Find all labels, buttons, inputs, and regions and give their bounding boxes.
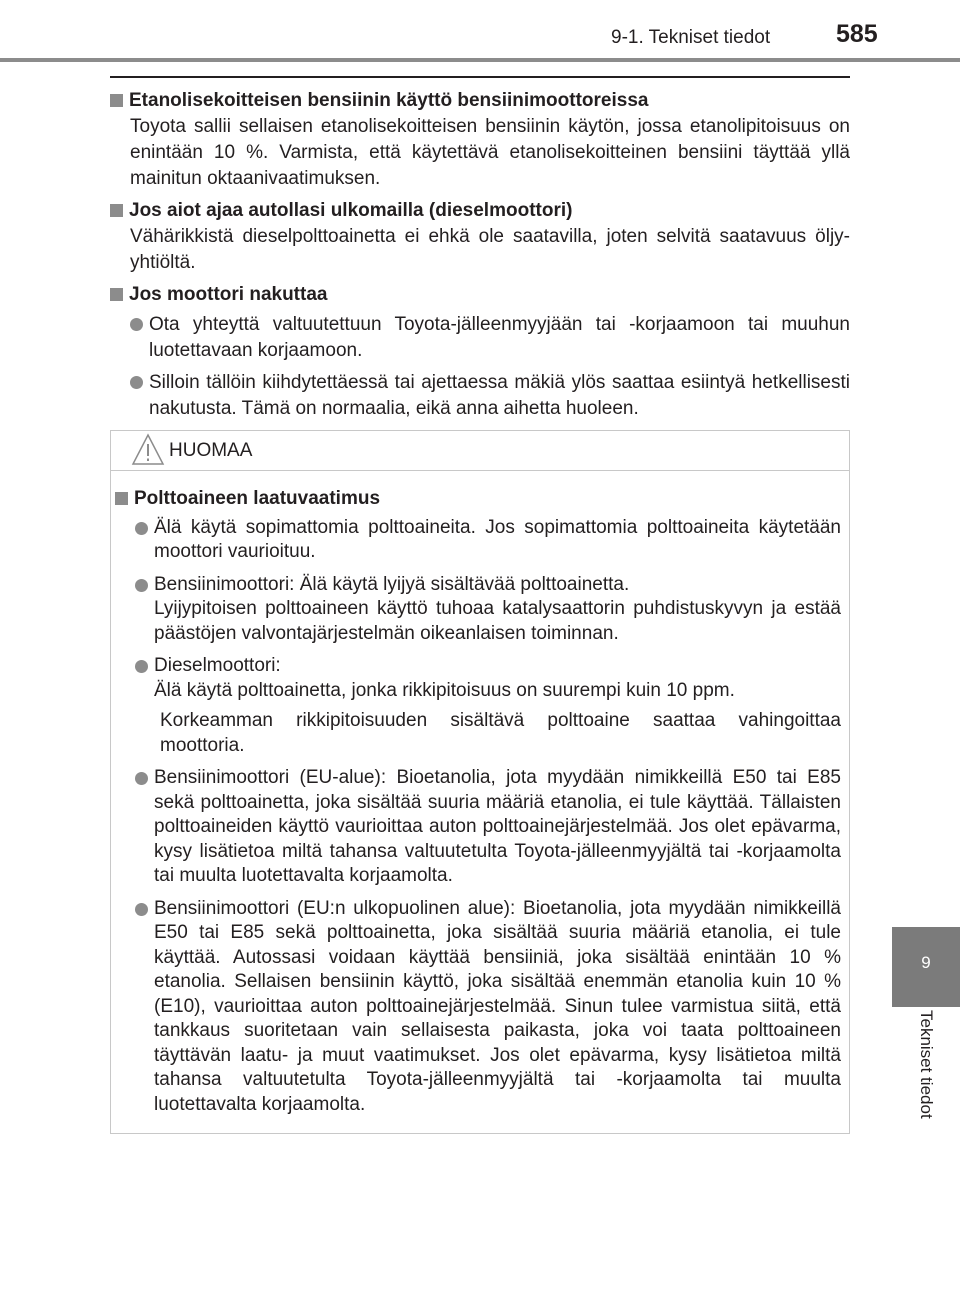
notice-subparagraph: Korkeamman rikkipitoisuuden sisältävä polttoaine saattaa vahingoittaa moottoria.	[160, 710, 841, 756]
section-knocking	[110, 282, 850, 422]
notice-title: Polttoaineen laatuvaatimus	[115, 487, 841, 512]
page-number: 585	[836, 20, 878, 48]
list-item: Ota yhteyttä valtuutettuun Toyota-jälleenmyyjään tai -korjaamoon tai muuhun luotettavaan korjaamoon.	[130, 312, 850, 364]
chapter-tab-label-wrap	[880, 1010, 960, 1150]
square-bullet-icon	[110, 288, 123, 301]
notice-header	[111, 431, 849, 471]
list-item: Dieselmoottori: Älä käytä polttoainetta, jonka rikkipitoisuus on suurempi kuin 10 ppm.	[135, 654, 841, 703]
section-text: Toyota sallii sellaisen etanolisekoitteisen bensiinin käytön, jossa etanolipitoisuus on enintään 10 %. Varmista, että käytettävä etanolisekoitteinen bensiini täyttää yllä mainitun oktaanivaatimuksen.	[130, 116, 850, 189]
square-bullet-icon	[110, 94, 123, 107]
section-title: Etanolisekoitteisen bensiinin käyttö bensiinimoottoreissa	[110, 88, 850, 114]
header-section-title: 9-1. Tekniset tiedot	[611, 27, 771, 48]
section-text: Vähärikkistä dieselpolttoainetta ei ehkä ole saatavilla, joten selvitä saatavuus öljy-yhtiöltä.	[130, 226, 850, 273]
round-bullet-icon	[135, 522, 148, 535]
list-item: Bensiinimoottori (EU-alue): Bioetanolia, jota myydään nimikkeillä E50 tai E85 sekä polttoainetta, joka sisältää suuria määriä etanolia, ei tule käyttää. Tällaisten polttoaineiden käyttö vaurioittaa auton polttoainejärjestelmää. Jos olet epävarma, kysy lisätietoa miltä tahansa valtuutetulta Toyota-jälleenmyyjältä tai -korjaamolta tai muulta luotettavalta korjaamolta.	[135, 766, 841, 889]
round-bullet-icon	[135, 579, 148, 592]
notice-box	[110, 430, 850, 1134]
section-title: Jos aiot ajaa autollasi ulkomailla (dieselmoottori)	[110, 198, 850, 224]
section-ethanol	[110, 88, 850, 192]
notice-body	[111, 471, 849, 1117]
round-bullet-icon	[135, 772, 148, 785]
main-content	[110, 88, 850, 428]
content-top-rule	[110, 76, 850, 78]
round-bullet-icon	[135, 660, 148, 673]
round-bullet-icon	[135, 903, 148, 916]
square-bullet-icon	[115, 492, 128, 505]
chapter-tab-number: 9	[921, 953, 931, 972]
list-item: Bensiinimoottori: Älä käytä lyijyä sisältävää polttoainetta. Lyijypitoisen polttoaineen käyttö tuhoaa katalysaattorin puhdistuskyvyn ja estää päästöjen valvontajärjestelmän oikeanlaisen toiminnan.	[135, 573, 841, 647]
section-abroad	[110, 198, 850, 276]
round-bullet-icon	[130, 318, 143, 331]
list-item: Bensiinimoottori (EU:n ulkopuolinen alue): Bioetanolia, jota myydään nimikkeillä E50 tai E85 sekä polttoainetta, joka sisältää suuria määriä etanolia, ei tule käyttää. Autossasi voidaan käyttää bensiiniä, joka sisältää enintään 10 % etanolia. Sellaisen bensiinin käyttö, joka sisältää enemmän etanolia kuin 10 % (E10), vaurioittaa auton polttoainejärjestelmää. Sinun tulee varmistua siitä, että tankkaus suoritetaan vain sellaisesta paikasta, joka voi taata polttoaineen täyttävän laatu- ja muut vaatimukset. Jos olet epävarma, kysy lisätietoa miltä tahansa valtuutetulta Toyota-jälleenmyyjältä tai -korjaamolta tai muulta luotettavalta korjaamolta.	[135, 897, 841, 1118]
list-item: Älä käytä sopimattomia polttoaineita. Jos sopimattomia polttoaineita käytetään moottori vaurioituu.	[135, 516, 841, 565]
header-rule	[0, 58, 960, 62]
notice-label: HUOMAA	[169, 440, 253, 461]
chapter-tab-label: Tekniset tiedot	[917, 1010, 936, 1119]
square-bullet-icon	[110, 204, 123, 217]
list-item: Silloin tällöin kiihdytettäessä tai ajettaessa mäkiä ylös saattaa esiintyä hetkellisesti nakutusta. Tämä on normaalia, eikä anna aihetta huoleen.	[130, 370, 850, 422]
section-title: Jos moottori nakuttaa	[110, 282, 850, 308]
warning-triangle-icon	[131, 433, 165, 467]
round-bullet-icon	[130, 376, 143, 389]
chapter-tab[interactable]	[892, 927, 960, 1007]
